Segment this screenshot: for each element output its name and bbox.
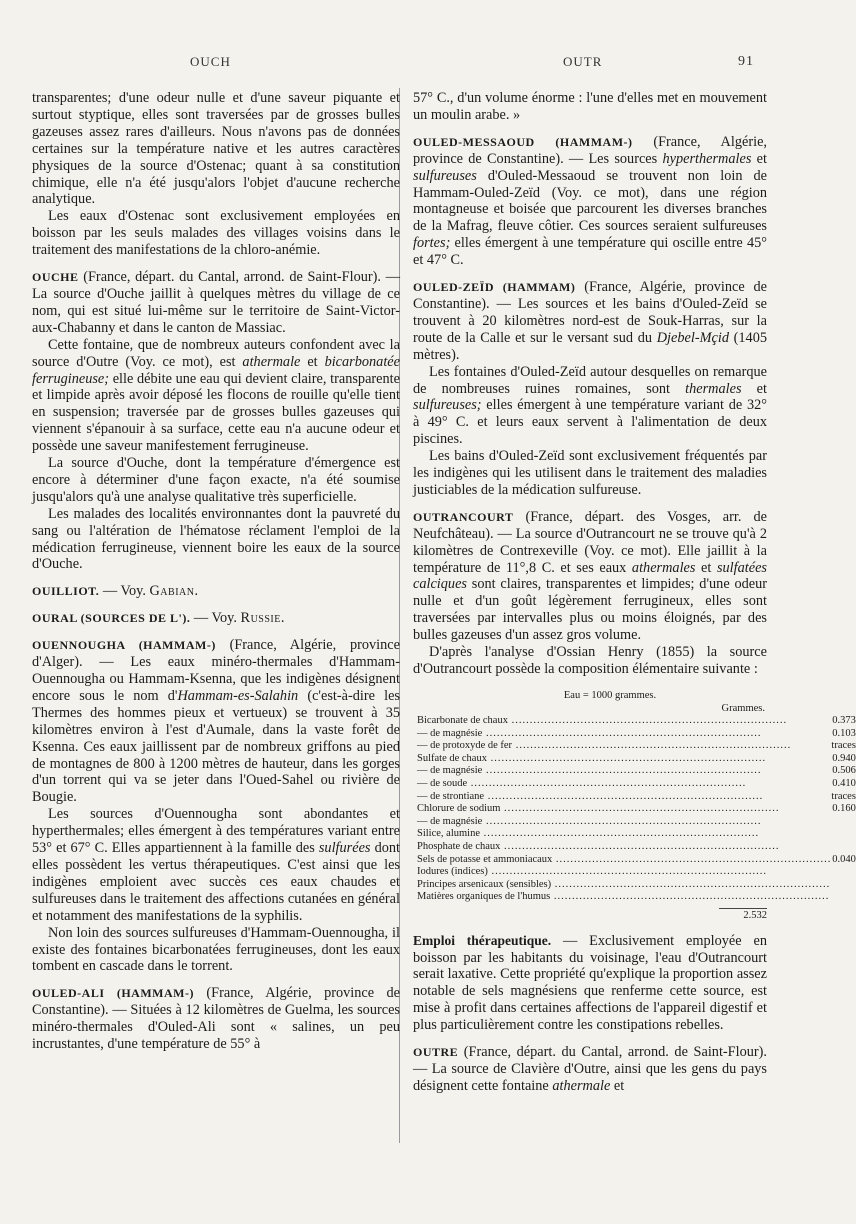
entry-outrancourt — [413, 509, 767, 644]
analysis-row — [417, 816, 856, 829]
italic-term: bicarbonatée ferrugineuse; — [32, 353, 400, 387]
analysis-row-name — [417, 841, 831, 854]
analysis-row-name — [417, 816, 831, 829]
analysis-row-name — [417, 879, 831, 892]
entry-ouled-ali — [32, 985, 400, 1053]
italic-term: sulfureuses — [413, 167, 477, 184]
analysis-table — [413, 689, 856, 923]
paragraph-ouche-2 — [32, 337, 400, 455]
paragraph-ostenac-2: Les eaux d'Ostenac sont exclusivement employées en boisson par les seuls malades des villages voisins dans le traitement des manifestations de la chloro-anémie. — [32, 208, 400, 259]
italic-term: athermale — [242, 353, 301, 370]
analysis-row-name — [417, 854, 831, 867]
headword-ouche: OUCHE — [32, 270, 79, 285]
analysis-row — [417, 715, 856, 728]
left-column — [32, 90, 400, 1053]
analysis-row-value: 0.040 — [832, 853, 856, 865]
italic-term: Djebel-Mçid — [656, 329, 729, 346]
text-span: d'Ouled-Messaoud se trouvent non loin de Hammam-Ouled-Zeïd (Voy. ce mot), dans une région montagneuse et boisée que parcourent les diverses branches de la Mafrag, fleuve côtier. Ces sources seraient sulfureuses — [413, 167, 767, 235]
analysis-row-label: — de magnésie ..... — [417, 728, 761, 739]
text-span: Cette fontaine, que de nombreux auteurs confondent avec la source d'Outre (Voy. ce mot), est — [32, 336, 400, 370]
analysis-row-value: traces — [831, 790, 856, 802]
analysis-row-label: Phosphate de chaux ..... — [417, 841, 780, 852]
headword-ouennougha: OUENNOUGHA (HAMMAM-) — [32, 638, 216, 653]
headword-oural: OURAL (SOURCES DE L'). — [32, 611, 191, 626]
paragraph-emploi — [413, 933, 767, 1034]
analysis-row-name — [417, 740, 831, 753]
analysis-row — [417, 828, 856, 841]
page-number: 91 — [738, 54, 754, 69]
entry-ouled-messaoud — [413, 134, 767, 269]
italic-term: hyperthermales — [662, 150, 752, 167]
italic-term: sulfatées calciques — [413, 559, 767, 593]
paragraph-ouled-zeid-3: Les bains d'Ouled-Zeïd sont exclusivement fréquentés par les indigènes qui les utilisent dans le traitement des maladies justiciables de la médication sulfureuse. — [413, 448, 767, 498]
text-span: — Voy. — [190, 610, 241, 627]
analysis-row-label: — de protoxyde de fer ..... — [417, 740, 791, 751]
text-span: — Exclusivement employée en boisson par les habitants du voisinage, l'eau d'Outrancourt serait laxative. Cette propriété qu'explique la proportion assez notable de sels magnésiens que renferme cette source, est mise à profit dans certaines affections de l'appareil digestif et plus particulièrement contre les constipations rebelles. — [413, 932, 767, 1034]
analysis-row-label: — de magnésie ..... — [417, 816, 761, 827]
italic-term: thermales — [685, 380, 742, 397]
analysis-row — [417, 891, 856, 904]
paragraph-ostenac-1: transparentes; d'une odeur nulle et d'une saveur piquante et surtout styptique, elles sont traversées par de grosses bulles gazeuses assez rares d'ailleurs. Nous n'avons pas de données certaines sur la température native et les autres caractères physiques de la source d'Ostenac; quant à sa constitution chimique, elle n'a été jusqu'alors l'objet d'aucune recherche analytique. — [32, 90, 400, 208]
headword-ouled-ali: OULED-ALI (HAMMAM-) — [32, 986, 194, 1001]
analysis-row-label: Matières organiques de l'humus ..... — [417, 891, 829, 902]
analysis-row-name — [417, 715, 831, 728]
paragraph-ouled-ali-cont: 57° C., d'un volume énorme : l'une d'elles met en mouvement un moulin arabe. » — [413, 90, 767, 123]
analysis-row-label: Sels de potasse et ammoniacaux ..... — [417, 854, 831, 865]
text-span: elles émergent à une température qui oscille entre 45° et 47° C. — [413, 235, 767, 269]
analysis-row-label: — de soude ..... — [417, 778, 746, 789]
text-span: (France, départ. du Cantal, arrond. de Saint-Flour). — La source de Clavière d'Outre, ainsi que les gens du pays désignent cette fontaine — [413, 1044, 767, 1094]
text-span: et — [610, 1077, 625, 1094]
analysis-row-value — [831, 891, 855, 904]
analysis-row — [417, 728, 856, 741]
analysis-header: Eau = 1000 grammes. — [563, 689, 657, 701]
analysis-row — [417, 740, 856, 753]
analysis-row-value — [831, 841, 855, 854]
text-span: sont claires, transparentes et limpides; d'une odeur nulle et d'un goût légèrement ferrugineux, elles sont traversées par intervalles plus ou moins éloignés, par des bulles gazeuses d'un assez gros volume. — [413, 576, 767, 644]
analysis-row-label: Principes arsenicaux (sensibles) ..... — [417, 879, 830, 890]
analysis-row-label: — de magnésie ..... — [417, 765, 761, 776]
text-span: elles émergent à une température variant de 32° à 49° C. et leurs eaux servent à l'alimentation de deux piscines. — [413, 397, 767, 448]
paragraph-ouche-4: Les malades des localités environnantes dont la pauvreté du sang ou l'altération de l'hématose réclament l'emploi de la médication ferrugineuse, viennent boire les eaux de la source d'Ouche. — [32, 505, 400, 573]
text-span: (France, Algérie, province d'Alger). — Les eaux minéro-thermales d'Hammam-Ouennougha ou Hammam-Ksenna, que les indigènes désignent encore sous le nom d' — [32, 637, 400, 704]
text-span: elle débite une eau qui devient claire, transparente et limpide après avoir déposé les flocons de rouille qu'elle tient en suspension; traversée par de grosses bulles gazeuses qui viennent s'épanouir à sa surface, cette eau n'a aucune odeur et possède une saveur manifestement ferrugineuse. — [32, 370, 400, 455]
text-span: (France, Algérie, province de Constantine). — Les sources — [413, 133, 767, 167]
left-running-title: OUCH — [190, 54, 231, 69]
paragraph-ouled-zeid-2 — [413, 364, 767, 449]
entry-ouche-text: (France, départ. du Cantal, arrond. de Saint-Flour). — La source d'Ouche jaillit à quelques mètres du village de ce nom, qui est situé lui-même sur le territoire de Saint-Victor-aux-Chabanny et dans le canton de Massiac. — [32, 269, 400, 336]
entry-oural — [32, 610, 400, 627]
text-span: et — [741, 380, 767, 397]
right-running-title: OUTR — [563, 54, 603, 69]
text-span: et — [695, 559, 717, 576]
headword-ouled-zeid: OULED-ZEÏD (HAMMAM) — [413, 280, 576, 295]
analysis-unit: Grammes. — [721, 702, 765, 714]
italic-term: sulfurées — [318, 840, 371, 857]
analysis-row-value — [831, 828, 855, 841]
analysis-row — [417, 841, 856, 854]
text-span: (France, Algérie, province de Constantine). — Les sources et les bains d'Ouled-Zeïd se trouvent à 20 kilomètres nord-est de Souk-Harras, sur la route de la Calle et sur le versant sud du — [413, 279, 767, 346]
entry-ouled-zeid — [413, 279, 767, 364]
analysis-row-label: Silice, alumine ..... — [417, 828, 759, 839]
right-column — [413, 90, 856, 1095]
analysis-row-value: 0.103 — [832, 727, 856, 739]
entry-ouilliot — [32, 583, 400, 600]
analysis-row-name — [417, 778, 831, 791]
text-span: (France, départ. des Vosges, arr. de Neufchâteau). — La source d'Outrancourt ne se trouve qu'à 2 kilomètres de Contrexeville (Voy. ce mot). Elle jaillit à la température de 11°,8 C. et ses eaux — [413, 508, 767, 576]
analysis-row-value — [831, 879, 855, 892]
analysis-row-name — [417, 728, 831, 741]
text-span: Les sources d'Ouennougha sont abondantes et hyperthermales; elles émergent à des températures variant entre 53° et 67° C. Elles appartiennent à la famille des — [32, 806, 400, 857]
text-span: (1405 mètres). — [413, 329, 768, 363]
analysis-row-name — [417, 803, 831, 816]
analysis-row — [417, 803, 856, 816]
paragraph-outrancourt-2: D'après l'analyse d'Ossian Henry (1855) la source d'Outrancourt possède la composition élémentaire suivante : — [413, 644, 767, 677]
analysis-total: 2.532 — [719, 908, 767, 923]
analysis-row-label: — de strontiane ..... — [417, 791, 763, 802]
analysis-row — [417, 854, 856, 867]
paragraph-ouche-3: La source d'Ouche, dont la température d'émergence est encore à déterminer d'une façon exacte, n'a été soumise jusqu'alors qu'à une analyse qualitative très superficielle. — [32, 455, 400, 505]
analysis-row-name — [417, 791, 831, 804]
headword-ouilliot: OUILLIOT. — [32, 584, 100, 599]
analysis-row — [417, 778, 856, 791]
analysis-row — [417, 879, 856, 892]
analysis-row — [417, 791, 856, 804]
headword-outre: OUTRE — [413, 1045, 459, 1060]
analysis-row-label: Sulfate de chaux ..... — [417, 753, 766, 764]
italic-term: athermales — [631, 559, 696, 576]
analysis-row-value: 0.410 — [832, 778, 856, 790]
headword-outrancourt: OUTRANCOURT — [413, 509, 514, 524]
text-span: Les fontaines d'Ouled-Zeïd autour desquelles on remarque de nombreuses ruines romaines, sont — [413, 363, 767, 397]
italic-term: sulfureuses; — [413, 397, 482, 414]
text-span: et — [751, 150, 767, 167]
analysis-rows — [417, 715, 856, 904]
entry-outre — [413, 1044, 767, 1095]
cross-reference: Russie. — [240, 610, 285, 627]
analysis-row-value: 0.160 — [832, 803, 856, 815]
text-span: (c'est-à-dire les Thermes des hommes pieux et vertueux) se trouvent à 35 kilomètres environ à l'est d'Aumale, dans la vaste forêt de Ksenna. Ces eaux jaillissent par de nombreux griffons au pied de montagnes de 800 à 1200 mètres de hauteur, dans les gorges d'un torrent qui va se jeter dans l'Oued-Sahel ou rivière de Bougie. — [32, 687, 400, 806]
paragraph-ouennougha-2 — [32, 806, 400, 924]
analysis-row — [417, 866, 856, 879]
analysis-row-name — [417, 765, 831, 778]
text-span: (France, Algérie, province de Constantine). — Situées à 12 kilomètres de Guelma, les sources minéro-thermales d'Ouled-Ali sont « salines, un peu incrustantes, d'une température de 55° à — [32, 985, 400, 1053]
analysis-row-name — [417, 828, 831, 841]
analysis-row-value: 0.506 — [832, 765, 856, 777]
analysis-row — [417, 753, 856, 766]
analysis-row — [417, 765, 856, 778]
analysis-row-value — [831, 816, 855, 829]
analysis-row-value: traces — [831, 740, 856, 752]
analysis-row-name — [417, 753, 831, 766]
running-head — [0, 54, 800, 74]
analysis-row-name — [417, 866, 831, 879]
italic-term: fortes; — [413, 235, 451, 252]
analysis-row-label: Bicarbonate de chaux ..... — [417, 715, 787, 726]
analysis-row-value: 0.373 — [832, 715, 856, 727]
analysis-row-label: Chlorure de sodium ..... — [417, 803, 780, 814]
text-span: dont elles possèdent les vertus thérapeutiques. C'est ainsi que les indigènes emploient avec succès ces eaux chaudes et sulfureuses dans le traitement des affections cutanées en général et notamment des manifestations de la syphilis. — [32, 840, 400, 924]
subheading-emploi: Emploi thérapeutique. — [413, 932, 552, 948]
entry-ouche — [32, 269, 400, 337]
paragraph-ouennougha-3: Non loin des sources sulfureuses d'Hammam-Ouennougha, il existe des fontaines bicarbonatées ferrugineuses, dont les eaux tombent en cascade dans le torrent. — [32, 924, 400, 975]
text-span: et — [300, 353, 325, 370]
analysis-row-value — [831, 866, 855, 879]
text-span: — Voy. — [99, 583, 150, 600]
italic-term: Hammam-es-Salahin — [177, 687, 299, 704]
entry-ouennougha — [32, 637, 400, 806]
analysis-row-value: 0.940 — [832, 752, 856, 764]
headword-ouled-messaoud: OULED-MESSAOUD (HAMMAM-) — [413, 134, 633, 149]
analysis-row-name — [417, 891, 831, 904]
italic-term: athermale — [552, 1077, 611, 1094]
cross-reference: Gabian. — [149, 583, 199, 600]
analysis-row-label: Iodures (indices) ..... — [417, 866, 767, 877]
